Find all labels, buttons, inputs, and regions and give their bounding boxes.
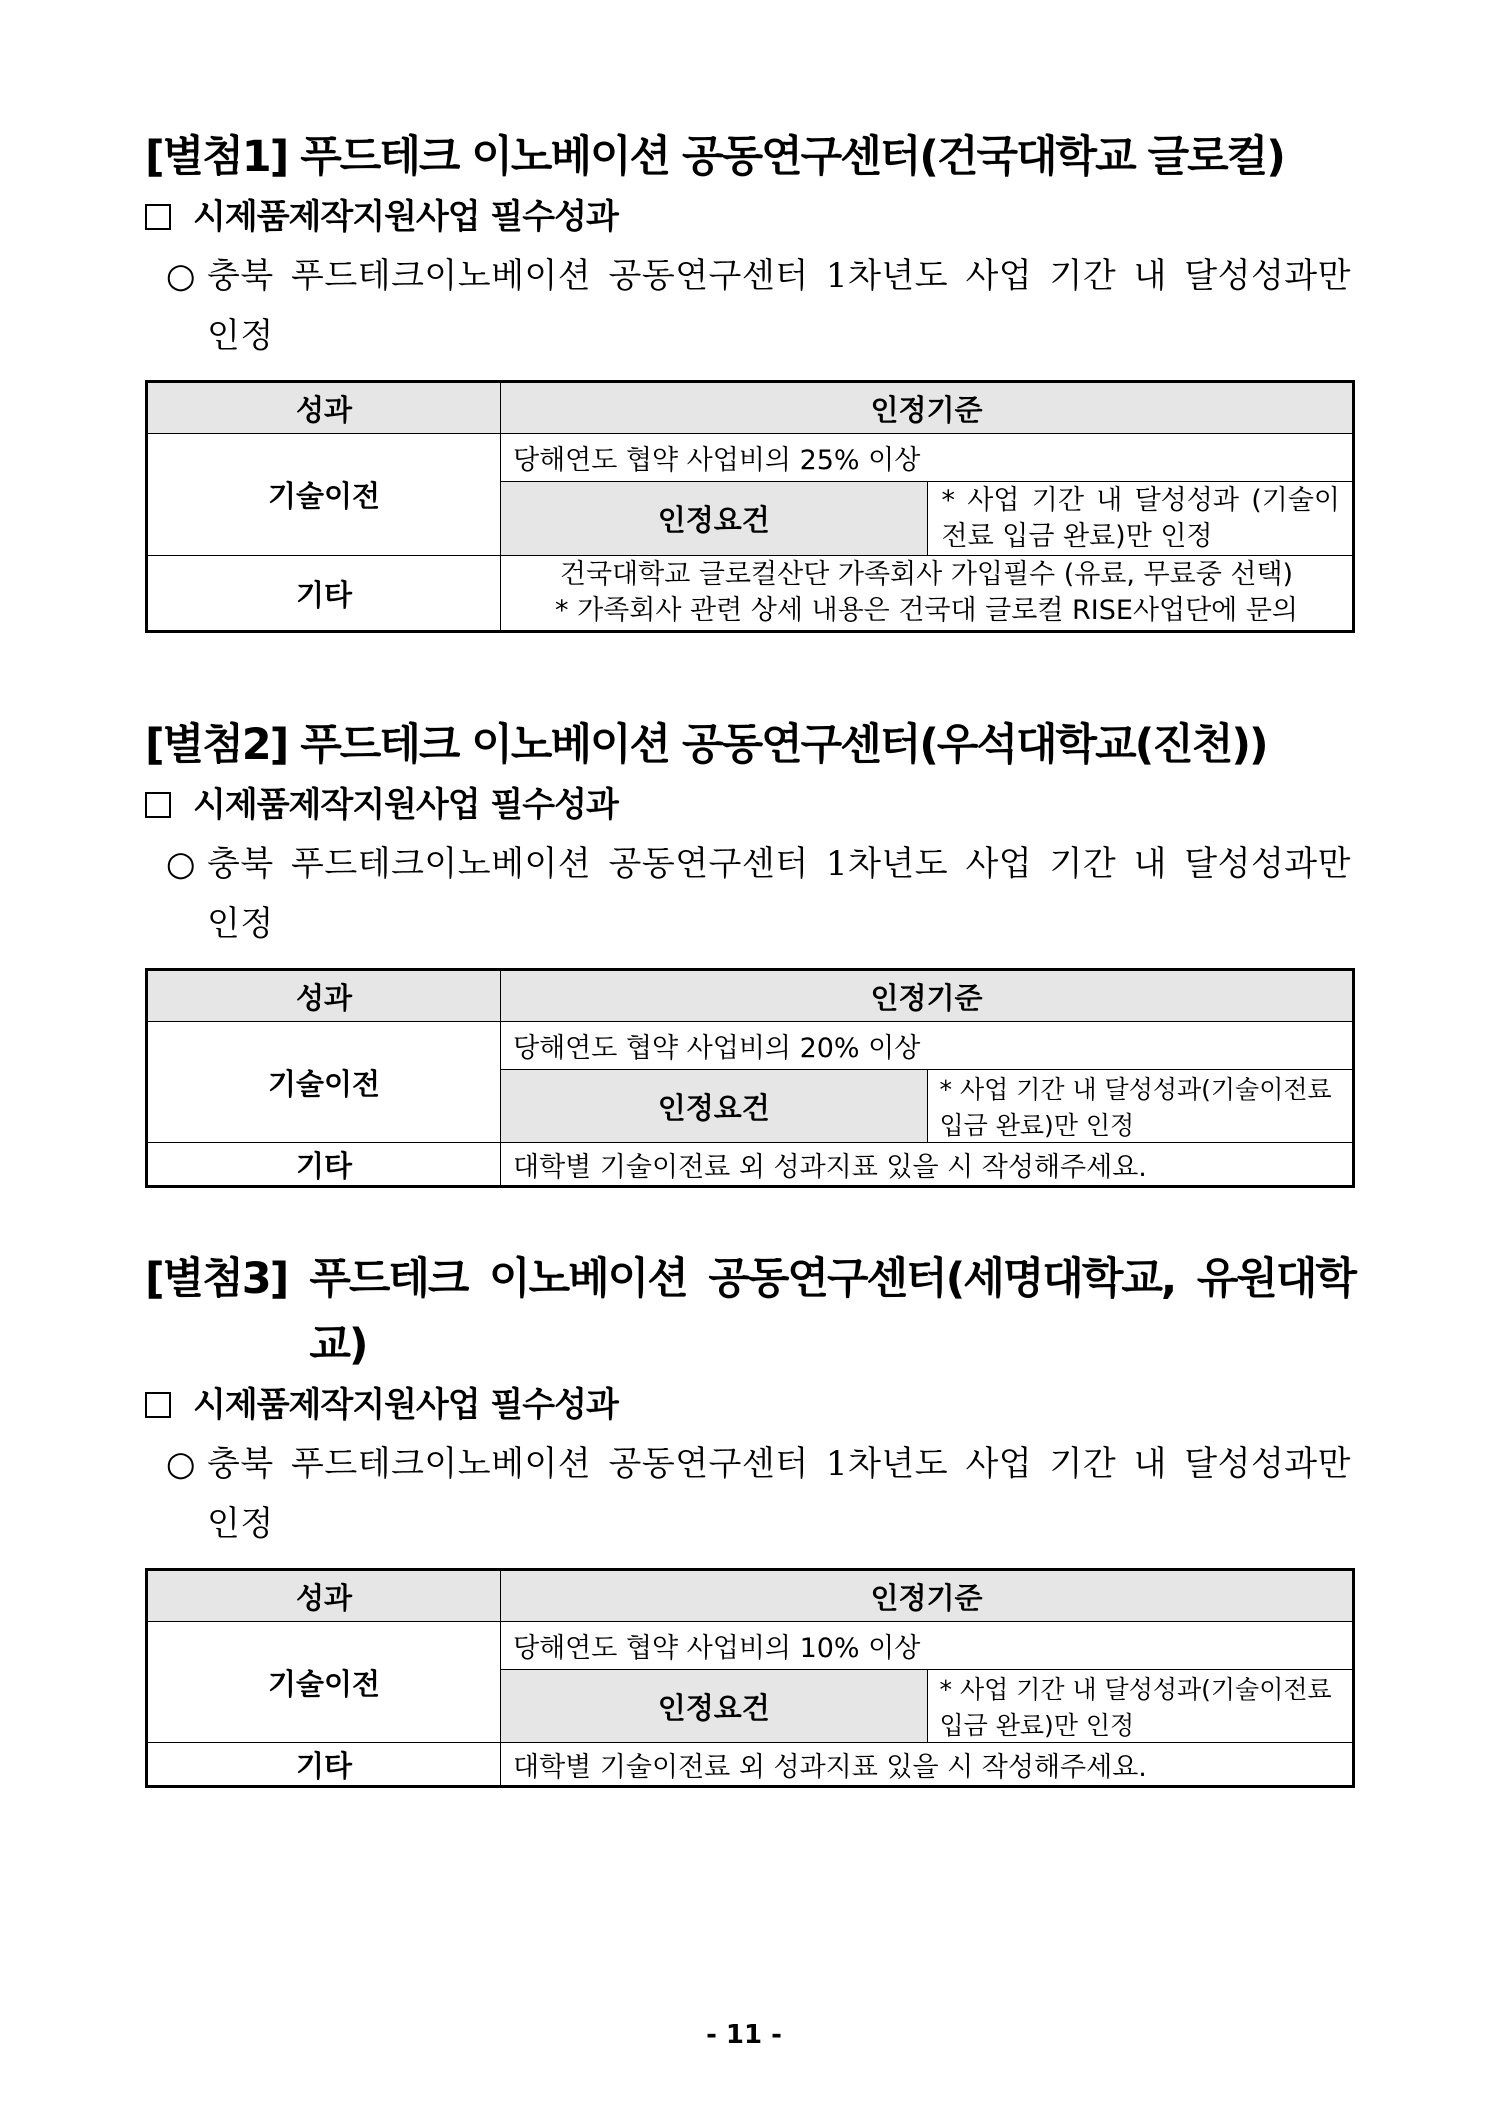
table-header-outcome: 성과: [147, 382, 501, 434]
table-header-outcome: 성과: [147, 1570, 501, 1622]
appendix-3-subheading: 시제품제작지원사업 필수성과: [145, 1376, 1355, 1434]
appendix-3-title-label: [별첨3]: [145, 1254, 288, 1304]
appendix-1-bullet: ○ 충북 푸드테크이노베이션 공동연구센터 1차년도 사업 기간 내 달성성과만 인정: [145, 246, 1355, 366]
appendix-3-title-body: 푸드테크 이노베이션 공동연구센터(세명대학교, 유원대학교): [309, 1254, 1355, 1370]
circle-bullet-icon: ○: [165, 256, 197, 296]
row-label-tech-transfer: 기술이전: [147, 1622, 501, 1743]
row-other-line-1: 대학별 기술이전료 외 성과지표 있을 시 작성해주세요.: [501, 1743, 1354, 1787]
row-label-tech-transfer: 기술이전: [147, 1022, 501, 1143]
sub-text-requirement: * 사업 기간 내 달성성과(기술이전료 입금 완료)만 인정: [927, 1070, 1354, 1143]
checkbox-icon: [145, 792, 171, 818]
appendix-1-table: [145, 380, 1355, 633]
circle-bullet-icon: ○: [165, 844, 197, 884]
table-header-outcome: 성과: [147, 970, 501, 1022]
row-label-tech-transfer: 기술이전: [147, 434, 501, 556]
circle-bullet-icon: ○: [165, 1444, 197, 1484]
sub-label-requirement: 인정요건: [501, 1070, 928, 1143]
sub-label-requirement: 인정요건: [501, 1670, 928, 1743]
appendix-2-table: [145, 968, 1355, 1188]
row-criterion: 당해연도 협약 사업비의 10% 이상: [501, 1622, 1354, 1670]
appendix-3: [145, 1246, 1355, 1788]
appendix-2: [145, 712, 1355, 1188]
appendix-1-subheading: 시제품제작지원사업 필수성과: [145, 188, 1355, 246]
table-header-criteria: 인정기준: [501, 382, 1354, 434]
appendix-1-title: [별첨1] 푸드테크 이노베이션 공동연구센터(건국대학교 글로컬): [145, 132, 1284, 182]
appendix-2-bullet: ○ 충북 푸드테크이노베이션 공동연구센터 1차년도 사업 기간 내 달성성과만 인정: [145, 834, 1355, 954]
sub-text-requirement: * 사업 기간 내 달성성과(기술이전료 입금 완료)만 인정: [927, 1670, 1354, 1743]
appendix-3-title: [145, 1246, 1355, 1378]
sub-text-requirement: * 사업 기간 내 달성성과 (기술이전료 입금 완료)만 인정: [927, 482, 1354, 556]
row-label-other: 기타: [147, 1743, 501, 1787]
row-other-line-2: * 가족회사 관련 상세 내용은 건국대 글로컬 RISE사업단에 문의: [555, 595, 1298, 626]
row-other-line-1: 건국대학교 글로컬산단 가족회사 가입필수 (유료, 무료중 선택): [559, 559, 1294, 590]
row-other-content: [501, 556, 1354, 632]
row-criterion: 당해연도 협약 사업비의 25% 이상: [501, 434, 1354, 482]
row-label-other: 기타: [147, 1143, 501, 1187]
checkbox-icon: [145, 204, 171, 230]
table-header-criteria: 인정기준: [501, 970, 1354, 1022]
appendix-3-table: [145, 1568, 1355, 1788]
appendix-2-subheading: 시제품제작지원사업 필수성과: [145, 776, 1355, 834]
sub-label-requirement: 인정요건: [501, 482, 928, 556]
row-criterion: 당해연도 협약 사업비의 20% 이상: [501, 1022, 1354, 1070]
row-label-other: 기타: [147, 556, 501, 632]
appendix-2-title: [별첨2] 푸드테크 이노베이션 공동연구센터(우석대학교(진천)): [145, 720, 1267, 770]
table-header-criteria: 인정기준: [501, 1570, 1354, 1622]
checkbox-icon: [145, 1392, 171, 1418]
page-number: - 11 -: [706, 2020, 782, 2050]
appendix-3-bullet: ○ 충북 푸드테크이노베이션 공동연구센터 1차년도 사업 기간 내 달성성과만 인정: [145, 1434, 1355, 1554]
appendix-1: [145, 124, 1355, 633]
row-other-line-1: 대학별 기술이전료 외 성과지표 있을 시 작성해주세요.: [501, 1143, 1354, 1187]
